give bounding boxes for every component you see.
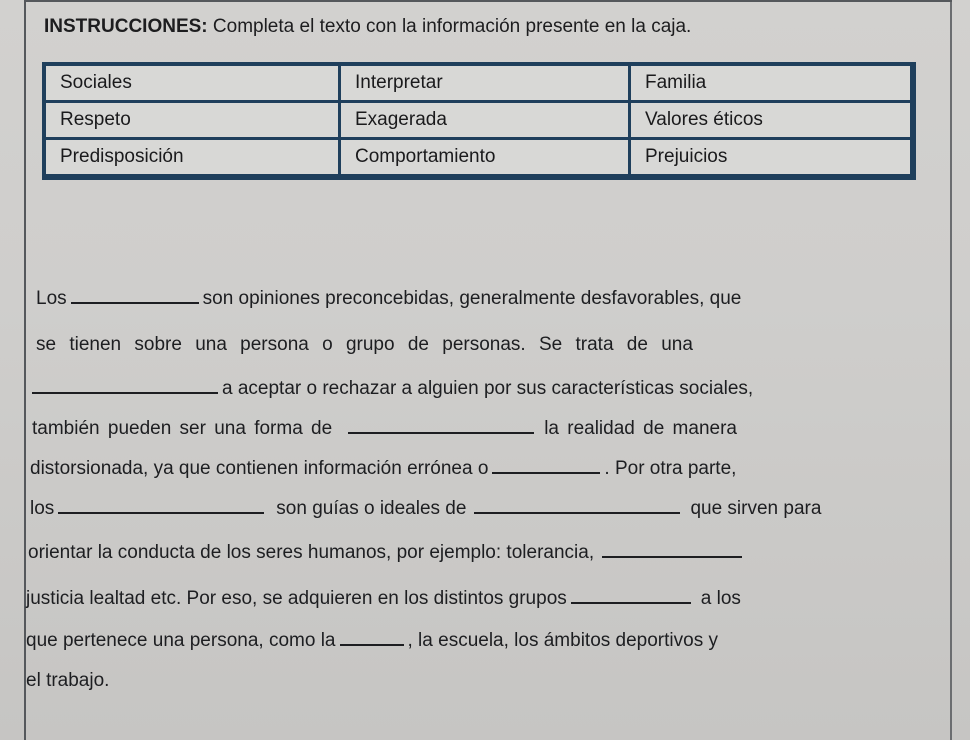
text-fragment: son opiniones preconcebidas, generalmente desfavorables, que (202, 288, 742, 309)
text-line-7 (28, 542, 746, 564)
text-fragment: también pueden ser una forma de (32, 418, 333, 439)
text-fragment: orientar la conducta de los seres humanos, por ejemplo: tolerancia, (28, 542, 595, 563)
answer-blank-4[interactable] (492, 471, 600, 474)
answer-blank-5[interactable] (58, 511, 264, 514)
answer-blank-7[interactable] (602, 555, 742, 558)
text-line-4 (32, 418, 737, 440)
word-cell: Interpretar (341, 66, 628, 100)
text-fragment: la realidad de manera (544, 418, 737, 439)
text-line-9 (26, 630, 718, 652)
answer-blank-9[interactable] (340, 643, 404, 646)
text-line-1 (36, 288, 741, 310)
text-fragment: los (30, 498, 55, 519)
page-border-top (24, 0, 952, 2)
instructions-label: INSTRUCCIONES: (44, 16, 208, 37)
text-fragment: justicia lealtad etc. Por eso, se adquieren en los distintos grupos (26, 588, 567, 609)
text-line-10: el trabajo. (26, 670, 110, 691)
page-border-left (24, 0, 26, 740)
text-fragment: . Por otra parte, (604, 458, 737, 479)
text-fragment: que sirven para (690, 498, 822, 519)
text-fragment: Los (36, 288, 67, 309)
word-box (42, 62, 916, 180)
word-cell: Prejuicios (631, 140, 910, 174)
text-line-6 (30, 498, 821, 520)
text-fragment: a aceptar o rechazar a alguien por sus características sociales, (222, 378, 754, 399)
text-fragment: son guías o ideales de (276, 498, 467, 519)
text-fragment: a los (700, 588, 741, 609)
word-cell: Exagerada (341, 103, 628, 137)
word-grid (46, 66, 912, 176)
text-line-5 (30, 458, 736, 480)
word-cell: Comportamiento (341, 140, 628, 174)
instructions (44, 16, 691, 38)
page-border-right (950, 0, 952, 740)
text-fragment: distorsionada, ya que contienen información errónea o (30, 458, 489, 479)
instructions-text: Completa el texto con la información presente en la caja. (212, 16, 692, 37)
answer-blank-3[interactable] (348, 431, 534, 434)
word-cell: Sociales (46, 66, 338, 100)
answer-blank-2[interactable] (32, 391, 218, 394)
word-cell: Valores éticos (631, 103, 910, 137)
word-cell: Respeto (46, 103, 338, 137)
text-line-3 (32, 378, 753, 400)
word-cell: Familia (631, 66, 910, 100)
answer-blank-8[interactable] (571, 601, 691, 604)
text-line-2: se tienen sobre una persona o grupo de personas. Se trata de una (36, 334, 693, 355)
answer-blank-1[interactable] (71, 301, 199, 304)
text-fragment: que pertenece una persona, como la (26, 630, 336, 651)
text-line-8 (26, 588, 741, 610)
answer-blank-6[interactable] (474, 511, 680, 514)
word-cell: Predisposición (46, 140, 338, 174)
text-fragment: , la escuela, los ámbitos deportivos y (407, 630, 718, 651)
